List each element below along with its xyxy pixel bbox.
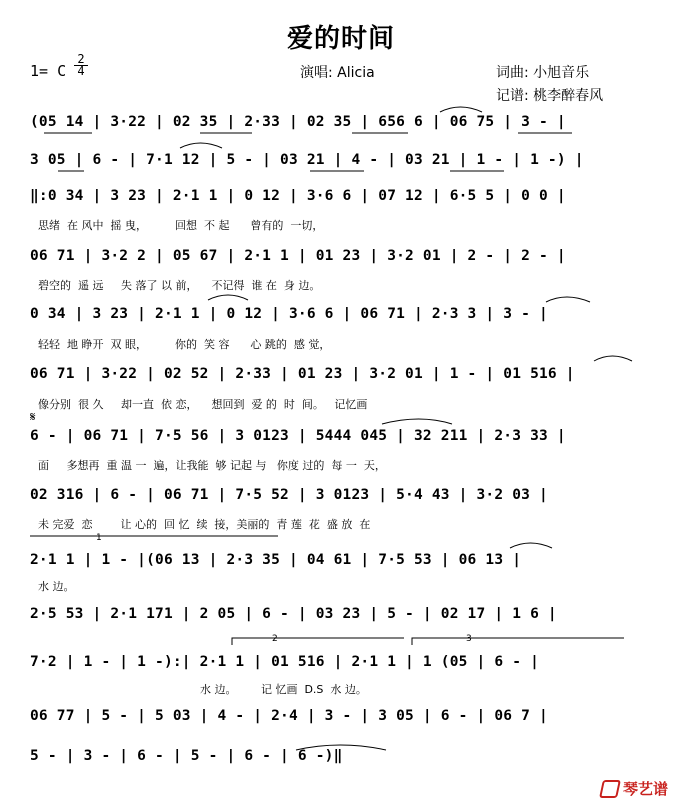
third-ending-number: 3 xyxy=(466,634,472,644)
logo-mark-icon xyxy=(599,780,621,798)
music-line: 5 - | 3 - | 6 - | 5 - | 6 - | 6 -)‖ xyxy=(30,748,343,764)
slur-arc xyxy=(382,419,452,424)
song-title: 爱的时间 xyxy=(286,24,395,54)
watermark-logo xyxy=(601,778,668,799)
music-line: 0 34 | 3 23 | 2·1 1 | 0 12 | 3·6 6 | 06 71 | 2·3 3 | 3 - | xyxy=(30,306,548,322)
music-line: ‖:0 34 | 3 23 | 2·1 1 | 0 12 | 3·6 6 | 07 12 | 6·5 5 | 0 0 | xyxy=(30,188,566,204)
lyric-line: 水 边。 xyxy=(38,580,75,593)
slur-arc xyxy=(510,543,552,548)
lyric-line: 未 完爱 恋 让 心的 回 忆 续 接，美丽的 青 莲 花 盛 放 在 xyxy=(38,518,371,531)
lyric-line: 像分别 很 久 却一直 依 恋， 想回到 爱 的 时 间。 记忆画 xyxy=(38,398,368,411)
time-signature-bottom: 4 xyxy=(74,65,88,77)
music-line: 06 77 | 5 - | 5 03 | 4 - | 2·4 | 3 - | 3 05 | 6 - | 06 7 | xyxy=(30,708,548,724)
music-line: 2·1 1 | 1 - |(06 13 | 2·3 35 | 04 61 | 7·5 53 | 06 13 | xyxy=(30,552,522,568)
music-line: 7·2 | 1 - | 1 -):| 2·1 1 | 01 516 | 2·1 1 | 1 (05 | 6 - | xyxy=(30,654,539,670)
music-line: 3 05 | 6 - | 7·1 12 | 5 - | 03 21 | 4 - | 03 21 | 1 - | 1 -) | xyxy=(30,152,584,168)
key-signature: 1= C xyxy=(30,62,67,80)
composer-credit: 词曲: 小旭音乐 xyxy=(496,65,590,81)
transcriber-credit: 记谱: 桃李醉春风 xyxy=(496,88,604,104)
music-line: 06 71 | 3·2 2 | 05 67 | 2·1 1 | 01 23 | 3·2 01 | 2 - | 2 - | xyxy=(30,248,566,264)
lyric-line: 思绪 在 风中 摇 曳， 回想 不 起 曾有的 一切， xyxy=(38,219,324,232)
music-line: (05 14 | 3·22 | 02 35 | 2·33 | 02 35 | 656 6 | 06 75 | 3 - | xyxy=(30,114,566,130)
slur-arc xyxy=(180,143,222,148)
slur-arc xyxy=(594,356,632,361)
music-line: 6 - | 06 71 | 7·5 56 | 3 0123 | 5444 045 | 32 211 | 2·3 33 | xyxy=(30,428,566,444)
singer-credit: 演唱: Alicia xyxy=(300,65,375,81)
first-ending-number: 1 xyxy=(96,533,102,543)
volta-bracket xyxy=(412,638,624,645)
lyric-line: 碧空的 遥 远 失 落了 以 前， 不记得 谁 在 身 边。 xyxy=(38,279,321,292)
slur-arc xyxy=(546,297,590,302)
second-ending-number: 2 xyxy=(272,634,278,644)
lyric-line: 轻轻 地 睁开 双 眼， 你的 笑 容 心 跳的 感 觉， xyxy=(38,338,331,351)
music-line: 2·5 53 | 2·1 171 | 2 05 | 6 - | 03 23 | 5 - | 02 17 | 1 6 | xyxy=(30,606,557,622)
slur-arc xyxy=(296,745,386,750)
music-line: 02 316 | 6 - | 06 71 | 7·5 52 | 3 0123 | 5·4 43 | 3·2 03 | xyxy=(30,487,548,503)
slur-arc xyxy=(208,295,248,300)
volta-bracket xyxy=(232,638,404,645)
slur-arc xyxy=(440,107,482,112)
time-signature-top: 2 xyxy=(77,52,85,66)
lyric-line: 面 多想再 重 温 一 遍，让我能 够 记起 与 你度 过的 每 一 天， xyxy=(38,459,386,472)
segno-sign: 𝄋 xyxy=(30,410,36,425)
watermark-text: 琴艺谱 xyxy=(622,780,668,798)
music-line: 06 71 | 3·22 | 02 52 | 2·33 | 01 23 | 3·2 01 | 1 - | 01 516 | xyxy=(30,366,575,382)
lyric-line: 水 边。 记 忆画 D.S 水 边。 xyxy=(200,683,367,696)
